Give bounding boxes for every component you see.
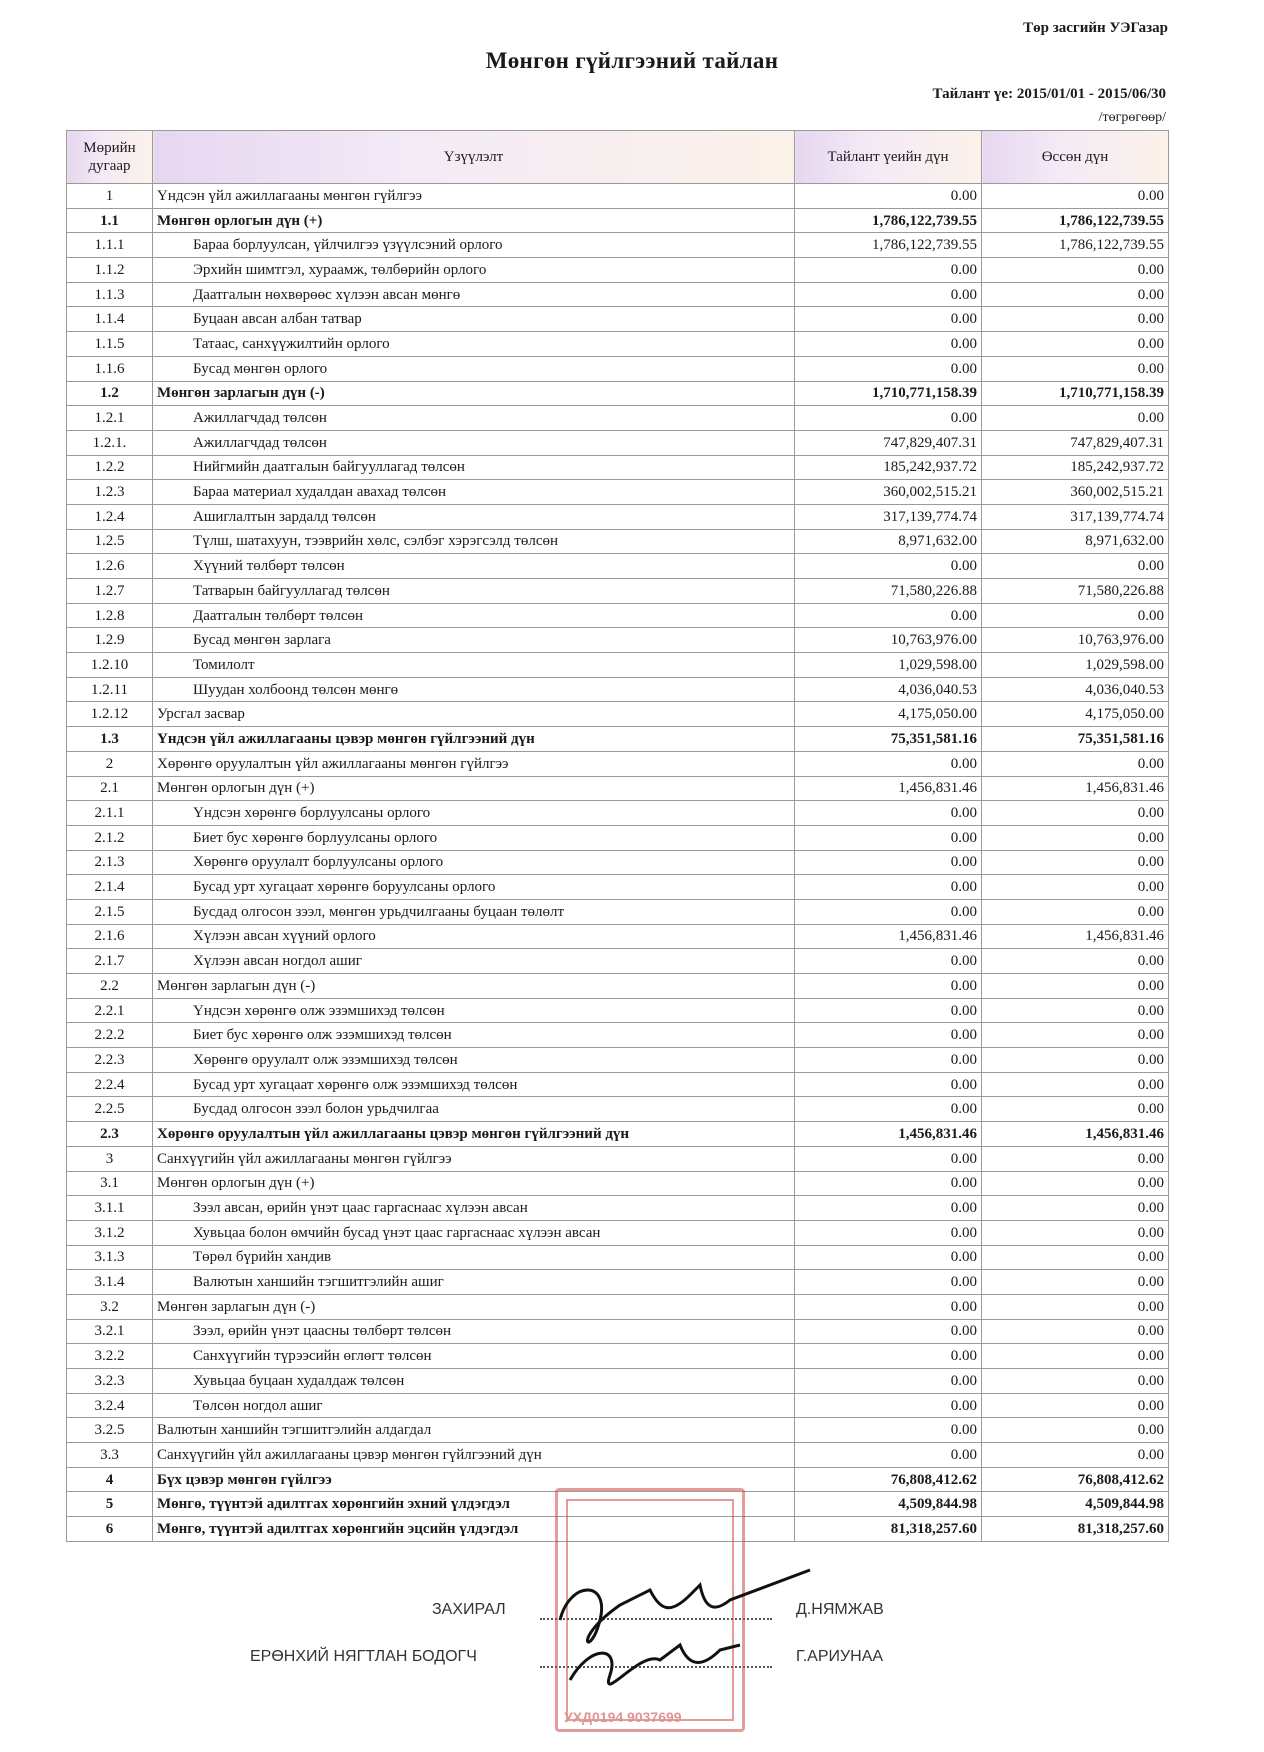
row-period-amount: 1,786,122,739.55 [795,208,982,233]
row-cumulative-amount: 0.00 [982,974,1169,999]
row-cumulative-amount: 0.00 [982,998,1169,1023]
row-period-amount: 0.00 [795,1146,982,1171]
row-cumulative-amount: 0.00 [982,1023,1169,1048]
cash-flow-table [66,130,1169,1542]
row-label: Хүлээн авсан хүүний орлого [153,924,795,949]
row-code: 3.1.3 [67,1245,153,1270]
row-cumulative-amount: 0.00 [982,1418,1169,1443]
row-period-amount: 0.00 [795,1072,982,1097]
row-cumulative-amount: 0.00 [982,554,1169,579]
row-period-amount: 1,456,831.46 [795,1122,982,1147]
row-cumulative-amount: 0.00 [982,875,1169,900]
row-code: 1.2.9 [67,628,153,653]
table-row [67,998,1169,1023]
row-period-amount: 81,318,257.60 [795,1517,982,1542]
row-label: Ашиглалтын зардалд төлсөн [153,504,795,529]
row-period-amount: 0.00 [795,1220,982,1245]
table-row [67,455,1169,480]
row-label: Үндсэн хөрөнгө борлуулсаны орлого [153,801,795,826]
row-label: Зээл, өрийн үнэт цаасны төлбөрт төлсөн [153,1319,795,1344]
row-label: Зээл авсан, өрийн үнэт цаас гаргаснаас хүлээн авсан [153,1196,795,1221]
row-cumulative-amount: 8,971,632.00 [982,529,1169,554]
row-period-amount: 71,580,226.88 [795,579,982,604]
table-row [67,1443,1169,1468]
row-label: Бараа материал худалдан авахад төлсөн [153,480,795,505]
row-period-amount: 10,763,976.00 [795,628,982,653]
row-label: Томилолт [153,653,795,678]
table-row [67,307,1169,332]
row-cumulative-amount: 4,175,050.00 [982,702,1169,727]
row-code: 1.2.6 [67,554,153,579]
row-label: Валютын ханшийн тэгшитгэлийн ашиг [153,1270,795,1295]
row-period-amount: 0.00 [795,554,982,579]
row-period-amount: 0.00 [795,751,982,776]
row-label: Нийгмийн даатгалын байгууллагад төлсөн [153,455,795,480]
row-label: Хүүний төлбөрт төлсөн [153,554,795,579]
row-code: 6 [67,1517,153,1542]
table-row [67,1369,1169,1394]
row-cumulative-amount: 1,786,122,739.55 [982,208,1169,233]
row-cumulative-amount: 4,036,040.53 [982,677,1169,702]
row-code: 1.1.2 [67,258,153,283]
row-label: Бусдад олгосон зээл болон урьдчилгаа [153,1097,795,1122]
table-row [67,554,1169,579]
row-cumulative-amount: 1,456,831.46 [982,924,1169,949]
table-row [67,1270,1169,1295]
row-period-amount: 0.00 [795,1294,982,1319]
row-code: 3.2.5 [67,1418,153,1443]
row-label: Бараа борлуулсан, үйлчилгээ үзүүлсэний орлого [153,233,795,258]
row-period-amount: 0.00 [795,356,982,381]
table-row [67,603,1169,628]
row-period-amount: 0.00 [795,875,982,900]
row-label: Буцаан авсан албан татвар [153,307,795,332]
row-period-amount: 0.00 [795,825,982,850]
row-period-amount: 0.00 [795,1443,982,1468]
row-cumulative-amount: 0.00 [982,1393,1169,1418]
row-label: Бусад мөнгөн зарлага [153,628,795,653]
row-label: Хувьцаа болон өмчийн бусад үнэт цаас гаргаснаас хүлээн авсан [153,1220,795,1245]
table-row [67,258,1169,283]
row-cumulative-amount: 4,509,844.98 [982,1492,1169,1517]
row-label: Санхүүгийн үйл ажиллагааны мөнгөн гүйлгээ [153,1146,795,1171]
row-code: 3.1.2 [67,1220,153,1245]
row-cumulative-amount: 0.00 [982,1270,1169,1295]
row-label: Мөнгөн орлогын дүн (+) [153,208,795,233]
row-period-amount: 0.00 [795,406,982,431]
row-cumulative-amount: 0.00 [982,1369,1169,1394]
table-row [67,406,1169,431]
row-cumulative-amount: 81,318,257.60 [982,1517,1169,1542]
row-cumulative-amount: 0.00 [982,282,1169,307]
table-row [67,184,1169,209]
row-code: 2.2.1 [67,998,153,1023]
row-period-amount: 0.00 [795,974,982,999]
row-period-amount: 0.00 [795,258,982,283]
row-label: Үндсэн үйл ажиллагааны мөнгөн гүйлгээ [153,184,795,209]
row-label: Даатгалын төлбөрт төлсөн [153,603,795,628]
row-period-amount: 0.00 [795,1097,982,1122]
row-period-amount: 0.00 [795,282,982,307]
row-code: 3.2.2 [67,1344,153,1369]
table-row [67,356,1169,381]
row-cumulative-amount: 0.00 [982,307,1169,332]
row-period-amount: 0.00 [795,899,982,924]
col-header-period-amount: Тайлант үеийн дүн [795,131,982,184]
row-cumulative-amount: 0.00 [982,603,1169,628]
table-row [67,579,1169,604]
row-label: Мөнгөн орлогын дүн (+) [153,1171,795,1196]
table-row [67,1196,1169,1221]
table-row [67,1393,1169,1418]
row-cumulative-amount: 76,808,412.62 [982,1467,1169,1492]
row-code: 2 [67,751,153,776]
currency-unit: /төгрөгөөр/ [1098,110,1166,125]
row-cumulative-amount: 1,456,831.46 [982,1122,1169,1147]
table-row [67,1294,1169,1319]
row-code: 2.1.5 [67,899,153,924]
row-period-amount: 0.00 [795,1023,982,1048]
table-row [67,875,1169,900]
table-row [67,653,1169,678]
row-period-amount: 4,175,050.00 [795,702,982,727]
row-code: 1.2.2 [67,455,153,480]
row-cumulative-amount: 0.00 [982,1146,1169,1171]
row-period-amount: 0.00 [795,1270,982,1295]
row-code: 1.1.4 [67,307,153,332]
row-label: Санхүүгийн түрээсийн өглөгт төлсөн [153,1344,795,1369]
row-code: 2.2.2 [67,1023,153,1048]
row-code: 2.1.7 [67,949,153,974]
table-row [67,1171,1169,1196]
row-period-amount: 1,029,598.00 [795,653,982,678]
table-row [67,208,1169,233]
row-cumulative-amount: 0.00 [982,949,1169,974]
table-row [67,727,1169,752]
table-row [67,1048,1169,1073]
row-cumulative-amount: 0.00 [982,332,1169,357]
row-code: 1.2.3 [67,480,153,505]
table-row [67,1072,1169,1097]
row-period-amount: 0.00 [795,184,982,209]
row-cumulative-amount: 10,763,976.00 [982,628,1169,653]
table-row [67,381,1169,406]
row-code: 3.1 [67,1171,153,1196]
row-period-amount: 1,456,831.46 [795,924,982,949]
row-cumulative-amount: 0.00 [982,258,1169,283]
row-period-amount: 0.00 [795,850,982,875]
row-label: Хөрөнгө оруулалт борлуулсаны орлого [153,850,795,875]
row-period-amount: 747,829,407.31 [795,430,982,455]
row-label: Шуудан холбоонд төлсөн мөнгө [153,677,795,702]
row-cumulative-amount: 0.00 [982,825,1169,850]
row-period-amount: 75,351,581.16 [795,727,982,752]
row-label: Мөнгө, түүнтэй адилтгах хөрөнгийн эцсийн үлдэгдэл [153,1517,795,1542]
row-cumulative-amount: 185,242,937.72 [982,455,1169,480]
row-code: 3 [67,1146,153,1171]
row-period-amount: 360,002,515.21 [795,480,982,505]
table-row [67,233,1169,258]
director-title: ЗАХИРАЛ [432,1601,506,1618]
row-code: 1.2.8 [67,603,153,628]
row-period-amount: 0.00 [795,1418,982,1443]
accountant-name: Г.АРИУНАА [796,1648,884,1665]
row-label: Эрхийн шимтгэл, хураамж, төлбөрийн орлого [153,258,795,283]
row-code: 3.2.1 [67,1319,153,1344]
row-label: Хөрөнгө оруулалтын үйл ажиллагааны цэвэр мөнгөн гүйлгээний дүн [153,1122,795,1147]
director-name: Д.НЯМЖАВ [796,1601,884,1618]
row-period-amount: 0.00 [795,603,982,628]
row-cumulative-amount: 75,351,581.16 [982,727,1169,752]
report-period: Тайлант үе: 2015/01/01 - 2015/06/30 [932,86,1166,102]
table-row [67,1319,1169,1344]
row-code: 1.2 [67,381,153,406]
row-period-amount: 0.00 [795,332,982,357]
row-cumulative-amount: 0.00 [982,1048,1169,1073]
row-cumulative-amount: 0.00 [982,1319,1169,1344]
row-code: 2.2 [67,974,153,999]
row-period-amount: 317,139,774.74 [795,504,982,529]
table-row [67,1097,1169,1122]
row-cumulative-amount: 0.00 [982,1220,1169,1245]
row-period-amount: 4,036,040.53 [795,677,982,702]
organization-name: Төр засгийн УЭГазар [1023,20,1168,36]
row-code: 2.1.1 [67,801,153,826]
row-label: Төлсөн ногдол ашиг [153,1393,795,1418]
row-cumulative-amount: 747,829,407.31 [982,430,1169,455]
row-cumulative-amount: 0.00 [982,751,1169,776]
table-row [67,1122,1169,1147]
row-code: 2.2.4 [67,1072,153,1097]
row-code: 1.2.12 [67,702,153,727]
table-row [67,825,1169,850]
row-label: Санхүүгийн үйл ажиллагааны цэвэр мөнгөн гүйлгээний дүн [153,1443,795,1468]
row-label: Валютын ханшийн тэгшитгэлийн алдагдал [153,1418,795,1443]
row-period-amount: 0.00 [795,998,982,1023]
row-period-amount: 1,456,831.46 [795,776,982,801]
row-cumulative-amount: 0.00 [982,1294,1169,1319]
row-cumulative-amount: 0.00 [982,801,1169,826]
row-code: 1.1.5 [67,332,153,357]
row-period-amount: 1,786,122,739.55 [795,233,982,258]
row-cumulative-amount: 0.00 [982,850,1169,875]
row-label: Хувьцаа буцаан худалдаж төлсөн [153,1369,795,1394]
row-label: Татварын байгууллагад төлсөн [153,579,795,604]
row-code: 1.2.10 [67,653,153,678]
row-period-amount: 76,808,412.62 [795,1467,982,1492]
row-period-amount: 0.00 [795,1171,982,1196]
col-header-line-number: Мөрийн дугаар [67,131,153,184]
table-row [67,751,1169,776]
table-row [67,677,1169,702]
row-period-amount: 0.00 [795,1048,982,1073]
row-label: Бусад урт хугацаат хөрөнгө боруулсаны орлого [153,875,795,900]
row-period-amount: 0.00 [795,1319,982,1344]
row-code: 3.2.4 [67,1393,153,1418]
table-row [67,899,1169,924]
row-code: 1.1.1 [67,233,153,258]
table-row [67,850,1169,875]
row-label: Хөрөнгө оруулалтын үйл ажиллагааны мөнгөн гүйлгээ [153,751,795,776]
row-cumulative-amount: 317,139,774.74 [982,504,1169,529]
row-cumulative-amount: 1,029,598.00 [982,653,1169,678]
row-label: Биет бус хөрөнгө борлуулсаны орлого [153,825,795,850]
table-row [67,1023,1169,1048]
row-label: Үндсэн хөрөнгө олж эзэмшихэд төлсөн [153,998,795,1023]
row-period-amount: 0.00 [795,949,982,974]
row-code: 5 [67,1492,153,1517]
row-period-amount: 185,242,937.72 [795,455,982,480]
table-row [67,628,1169,653]
row-code: 2.1 [67,776,153,801]
row-code: 1.2.7 [67,579,153,604]
row-code: 2.3 [67,1122,153,1147]
row-code: 2.1.2 [67,825,153,850]
row-code: 2.2.3 [67,1048,153,1073]
row-label: Ажиллагчдад төлсөн [153,406,795,431]
row-code: 2.2.5 [67,1097,153,1122]
row-label: Ажиллагчдад төлсөн [153,430,795,455]
row-code: 2.1.6 [67,924,153,949]
table-row [67,1344,1169,1369]
row-label: Бусад мөнгөн орлого [153,356,795,381]
row-label: Үндсэн үйл ажиллагааны цэвэр мөнгөн гүйлгээний дүн [153,727,795,752]
table-row [67,282,1169,307]
row-label: Урсгал засвар [153,702,795,727]
table-row [67,702,1169,727]
row-code: 1.1.3 [67,282,153,307]
row-label: Бусдад олгосон зээл, мөнгөн урьдчилгааны буцаан төлөлт [153,899,795,924]
row-code: 1.1.6 [67,356,153,381]
row-label: Мөнгөн зарлагын дүн (-) [153,381,795,406]
row-code: 2.1.3 [67,850,153,875]
row-label: Татаас, санхүүжилтийн орлого [153,332,795,357]
table-row [67,1146,1169,1171]
row-period-amount: 0.00 [795,307,982,332]
row-cumulative-amount: 1,786,122,739.55 [982,233,1169,258]
row-code: 3.1.1 [67,1196,153,1221]
row-cumulative-amount: 0.00 [982,1245,1169,1270]
row-cumulative-amount: 0.00 [982,1072,1169,1097]
row-label: Даатгалын нөхвөрөөс хүлээн авсан мөнгө [153,282,795,307]
row-cumulative-amount: 0.00 [982,1443,1169,1468]
table-row [67,529,1169,554]
report-title: Мөнгөн гүйлгээний тайлан [485,48,779,73]
table-row [67,504,1169,529]
row-code: 3.2.3 [67,1369,153,1394]
row-cumulative-amount: 0.00 [982,406,1169,431]
table-row [67,974,1169,999]
table-row [67,1418,1169,1443]
row-cumulative-amount: 1,456,831.46 [982,776,1169,801]
row-cumulative-amount: 0.00 [982,1171,1169,1196]
row-label: Хөрөнгө оруулалт олж эзэмшихэд төлсөн [153,1048,795,1073]
table-row [67,801,1169,826]
row-label: Бүх цэвэр мөнгөн гүйлгээ [153,1467,795,1492]
row-code: 2.1.4 [67,875,153,900]
row-code: 1.1 [67,208,153,233]
row-code: 1 [67,184,153,209]
handwritten-signatures [530,1550,830,1690]
row-code: 1.3 [67,727,153,752]
stamp-number: УХД0194 9037699 [564,1709,682,1725]
row-code: 3.1.4 [67,1270,153,1295]
row-period-amount: 0.00 [795,1196,982,1221]
row-cumulative-amount: 0.00 [982,899,1169,924]
row-cumulative-amount: 0.00 [982,356,1169,381]
row-code: 3.2 [67,1294,153,1319]
table-row [67,480,1169,505]
row-period-amount: 0.00 [795,801,982,826]
row-label: Мөнгөн орлогын дүн (+) [153,776,795,801]
row-period-amount: 0.00 [795,1393,982,1418]
table-body [67,184,1169,1542]
row-label: Төрөл бүрийн хандив [153,1245,795,1270]
row-code: 1.2.5 [67,529,153,554]
accountant-title: ЕРӨНХИЙ НЯГТЛАН БОДОГЧ [250,1648,477,1665]
row-label: Мөнгөн зарлагын дүн (-) [153,974,795,999]
row-cumulative-amount: 360,002,515.21 [982,480,1169,505]
row-label: Бусад урт хугацаат хөрөнгө олж эзэмшихэд төлсөн [153,1072,795,1097]
row-code: 1.2.1. [67,430,153,455]
row-code: 1.2.1 [67,406,153,431]
row-label: Хүлээн авсан ногдол ашиг [153,949,795,974]
row-period-amount: 4,509,844.98 [795,1492,982,1517]
row-code: 1.2.4 [67,504,153,529]
row-label: Мөнгөн зарлагын дүн (-) [153,1294,795,1319]
row-period-amount: 8,971,632.00 [795,529,982,554]
table-row [67,1220,1169,1245]
table-header-row [67,131,1169,184]
row-cumulative-amount: 0.00 [982,1097,1169,1122]
table-row [67,332,1169,357]
row-cumulative-amount: 1,710,771,158.39 [982,381,1169,406]
table-row [67,924,1169,949]
table-row [67,949,1169,974]
row-code: 4 [67,1467,153,1492]
row-cumulative-amount: 0.00 [982,1344,1169,1369]
table-row [67,776,1169,801]
row-cumulative-amount: 71,580,226.88 [982,579,1169,604]
row-code: 1.2.11 [67,677,153,702]
table-row [67,1245,1169,1270]
row-period-amount: 0.00 [795,1245,982,1270]
row-label: Мөнгө, түүнтэй адилтгах хөрөнгийн эхний үлдэгдэл [153,1492,795,1517]
table-row [67,430,1169,455]
row-cumulative-amount: 0.00 [982,1196,1169,1221]
row-period-amount: 1,710,771,158.39 [795,381,982,406]
col-header-cumulative-amount: Өссөн дүн [982,131,1169,184]
col-header-indicator: Үзүүлэлт [153,131,795,184]
row-period-amount: 0.00 [795,1369,982,1394]
row-code: 3.3 [67,1443,153,1468]
row-period-amount: 0.00 [795,1344,982,1369]
row-cumulative-amount: 0.00 [982,184,1169,209]
row-label: Түлш, шатахуун, тээврийн хөлс, сэлбэг хэрэгсэлд төлсөн [153,529,795,554]
row-label: Биет бус хөрөнгө олж эзэмшихэд төлсөн [153,1023,795,1048]
